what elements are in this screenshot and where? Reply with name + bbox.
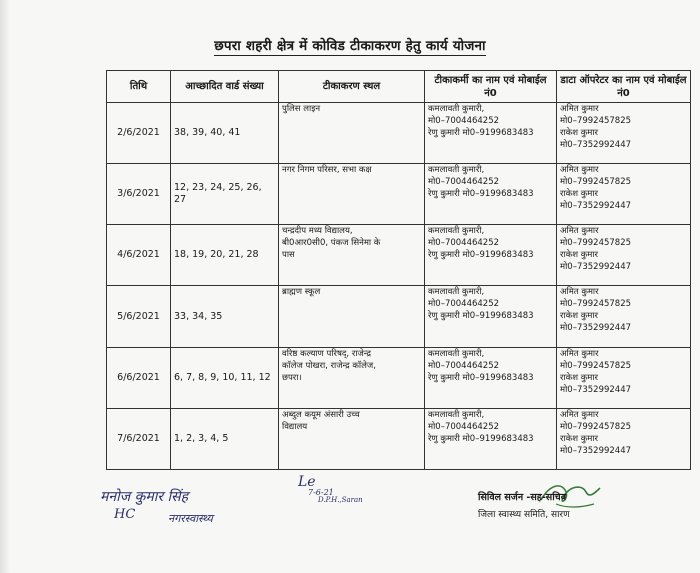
cell-wards: 18, 19, 20, 21, 28 bbox=[171, 225, 279, 286]
cell-data-operator-line: मो0–7992457825 bbox=[560, 360, 632, 371]
signature-date: 7-6-21 bbox=[308, 488, 334, 497]
title-text: छपरा शहरी क्षेत्र में कोविड टीकाकरण हेतु कार्य योजना bbox=[214, 38, 486, 54]
cell-date: 6/6/2021 bbox=[107, 347, 171, 408]
cell-site bbox=[279, 225, 425, 286]
header-data-operator: डाटा ऑपरेटर का नाम एवं मोबाईल नं0 bbox=[557, 71, 691, 103]
cell-data-operator-line: मो0–7352992447 bbox=[560, 445, 632, 456]
cell-data-operator-line: मो0–7352992447 bbox=[560, 384, 632, 395]
cell-vaccinator bbox=[425, 103, 557, 164]
cell-vaccinator-line: मो0–7004464252 bbox=[428, 360, 500, 371]
cell-vaccinator-line: मो0–7004464252 bbox=[428, 238, 500, 249]
cell-data-operator-line: अमित कुमार bbox=[560, 348, 599, 359]
header-site: टीकाकरण स्थल bbox=[279, 71, 425, 103]
cell-data-operator bbox=[557, 286, 691, 347]
cell-wards: 1, 2, 3, 4, 5 bbox=[171, 408, 279, 469]
cell-vaccinator-line: कमलावती कुमारी, bbox=[428, 287, 485, 298]
cell-data-operator-line: राकेश कुमार bbox=[560, 128, 598, 138]
cell-wards: 38, 39, 40, 41 bbox=[171, 103, 279, 164]
officer-title: सिविल सर्जन -सह-सचिव bbox=[478, 492, 566, 503]
cell-data-operator-line: राकेश कुमार bbox=[560, 433, 598, 444]
cell-vaccinator bbox=[425, 408, 557, 469]
handwritten-signature-left bbox=[100, 487, 270, 537]
signature-designation: HC bbox=[114, 507, 136, 522]
cell-data-operator bbox=[557, 164, 691, 225]
header-vaccinator: टीकाकर्मी का नाम एवं मोबाईल नं0 bbox=[425, 71, 557, 103]
signature-name: मनोज कुमार सिंह bbox=[100, 489, 189, 505]
cell-vaccinator-line: मो0–7004464252 bbox=[428, 177, 500, 188]
cell-wards: 12, 23, 24, 25, 26, 27 bbox=[171, 164, 279, 225]
cell-vaccinator-line: मो0–7004464252 bbox=[428, 299, 500, 310]
cell-data-operator-line: अमित कुमार bbox=[560, 409, 599, 420]
cell-data-operator-line: मो0–7992457825 bbox=[560, 177, 632, 188]
cell-vaccinator-line: कमलावती कुमारी, bbox=[428, 165, 485, 176]
cell-vaccinator-line: मो0–7004464252 bbox=[428, 116, 500, 126]
cell-data-operator-line: अमित कुमार bbox=[560, 226, 599, 237]
cell-site-line: बी0आर0सी0, पंकज सिनेमा के bbox=[282, 238, 381, 249]
cell-vaccinator bbox=[425, 347, 557, 408]
cell-vaccinator-line: रेणु कुमारी मो0–9199683483 bbox=[428, 250, 534, 261]
table-body bbox=[107, 103, 691, 470]
cell-data-operator-line: राकेश कुमार bbox=[560, 250, 598, 261]
cell-date: 5/6/2021 bbox=[107, 286, 171, 347]
cell-vaccinator bbox=[425, 225, 557, 286]
cell-vaccinator bbox=[425, 164, 557, 225]
cell-data-operator-line: मो0–7352992447 bbox=[560, 323, 632, 334]
cell-data-operator bbox=[557, 225, 691, 286]
cell-site-line: वरिष्ठ कल्याण परिषद्, राजेन्द्र bbox=[282, 348, 371, 359]
cell-data-operator-line: राकेश कुमार bbox=[560, 189, 598, 200]
cell-data-operator-line: अमित कुमार bbox=[560, 104, 599, 114]
cell-vaccinator-line: रेणु कुमारी मो0–9199683483 bbox=[428, 189, 534, 200]
cell-date: 3/6/2021 bbox=[107, 164, 171, 225]
cell-data-operator-line: मो0–7992457825 bbox=[560, 238, 632, 249]
cell-wards: 6, 7, 8, 9, 10, 11, 12 bbox=[171, 347, 279, 408]
cell-data-operator-line: राकेश कुमार bbox=[560, 311, 598, 322]
table-header-row bbox=[107, 71, 691, 103]
cell-site bbox=[279, 408, 425, 469]
table-row bbox=[107, 286, 691, 347]
cell-data-operator-line: मो0–7992457825 bbox=[560, 116, 632, 126]
cell-data-operator-line: राकेश कुमार bbox=[560, 372, 598, 383]
table-row bbox=[107, 164, 691, 225]
cell-date: 2/6/2021 bbox=[107, 103, 171, 164]
signature-department: नगरस्वास्थ्य bbox=[168, 512, 213, 525]
cell-data-operator-line: मो0–7352992447 bbox=[560, 262, 632, 273]
cell-vaccinator-line: कमलावती कुमारी, bbox=[428, 348, 485, 359]
signature-initials: Le bbox=[298, 474, 316, 490]
cell-data-operator-line: अमित कुमार bbox=[560, 287, 599, 298]
cell-site-line: कॉलेज पोखरा, राजेन्द्र कॉलेज, bbox=[282, 360, 376, 371]
header-date: तिथि bbox=[107, 71, 171, 103]
cell-wards: 33, 34, 35 bbox=[171, 286, 279, 347]
cell-vaccinator-line: कमलावती कुमारी, bbox=[428, 409, 485, 420]
cell-data-operator bbox=[557, 408, 691, 469]
cell-vaccinator-line: कमलावती कुमारी, bbox=[428, 226, 485, 237]
cell-site-line: नगर निगम परिसर, सभा कक्ष bbox=[282, 165, 372, 176]
cell-data-operator-line: अमित कुमार bbox=[560, 165, 599, 176]
cell-date: 4/6/2021 bbox=[107, 225, 171, 286]
cell-vaccinator-line: मो0–7004464252 bbox=[428, 421, 500, 432]
cell-site bbox=[279, 286, 425, 347]
cell-data-operator-line: मो0–7992457825 bbox=[560, 421, 632, 432]
cell-vaccinator bbox=[425, 286, 557, 347]
cell-site bbox=[279, 103, 425, 164]
table-row bbox=[107, 408, 691, 469]
header-wards: आच्छादित वार्ड संख्या bbox=[171, 71, 279, 103]
cell-site-line: पास bbox=[282, 250, 295, 261]
cell-site bbox=[279, 164, 425, 225]
cell-data-operator bbox=[557, 347, 691, 408]
cell-data-operator-line: मो0–7352992447 bbox=[560, 140, 632, 150]
cell-vaccinator-line: कमलावती कुमारी, bbox=[428, 104, 485, 114]
cell-site-line: विद्यालय bbox=[282, 421, 308, 432]
document-title bbox=[0, 36, 700, 54]
handwritten-signature-middle bbox=[298, 474, 368, 514]
cell-data-operator bbox=[557, 103, 691, 164]
table-row bbox=[107, 103, 691, 164]
signature-office: D.P.H.,Saran bbox=[318, 496, 363, 504]
cell-data-operator-line: मो0–7992457825 bbox=[560, 299, 632, 310]
cell-site bbox=[279, 347, 425, 408]
vaccination-plan-table bbox=[106, 70, 691, 470]
officer-designation-block bbox=[478, 490, 648, 530]
cell-site-line: पुलिस लाइन bbox=[282, 104, 321, 114]
table-row bbox=[107, 347, 691, 408]
cell-vaccinator-line: रेणु कुमारी मो0–9199683483 bbox=[428, 433, 534, 444]
table-row bbox=[107, 225, 691, 286]
officer-subtitle: जिला स्वास्थ्य समिति, सारण bbox=[478, 510, 570, 520]
cell-date: 7/6/2021 bbox=[107, 408, 171, 469]
cell-vaccinator-line: रेणु कुमारी मो0–9199683483 bbox=[428, 372, 534, 383]
cell-data-operator-line: मो0–7352992447 bbox=[560, 201, 632, 212]
cell-site-line: चन्द्रदीप मध्य विद्यालय, bbox=[282, 226, 353, 237]
cell-site-line: अब्दुल कयूम अंसारी उच्च bbox=[282, 409, 360, 420]
cell-vaccinator-line: रेणु कुमारी मो0–9199683483 bbox=[428, 311, 534, 322]
cell-site-line: ब्राह्मण स्कूल bbox=[282, 287, 321, 298]
cell-vaccinator-line: रेणु कुमारी मो0–9199683483 bbox=[428, 128, 534, 138]
cell-site-line: छपरा। bbox=[282, 372, 302, 383]
